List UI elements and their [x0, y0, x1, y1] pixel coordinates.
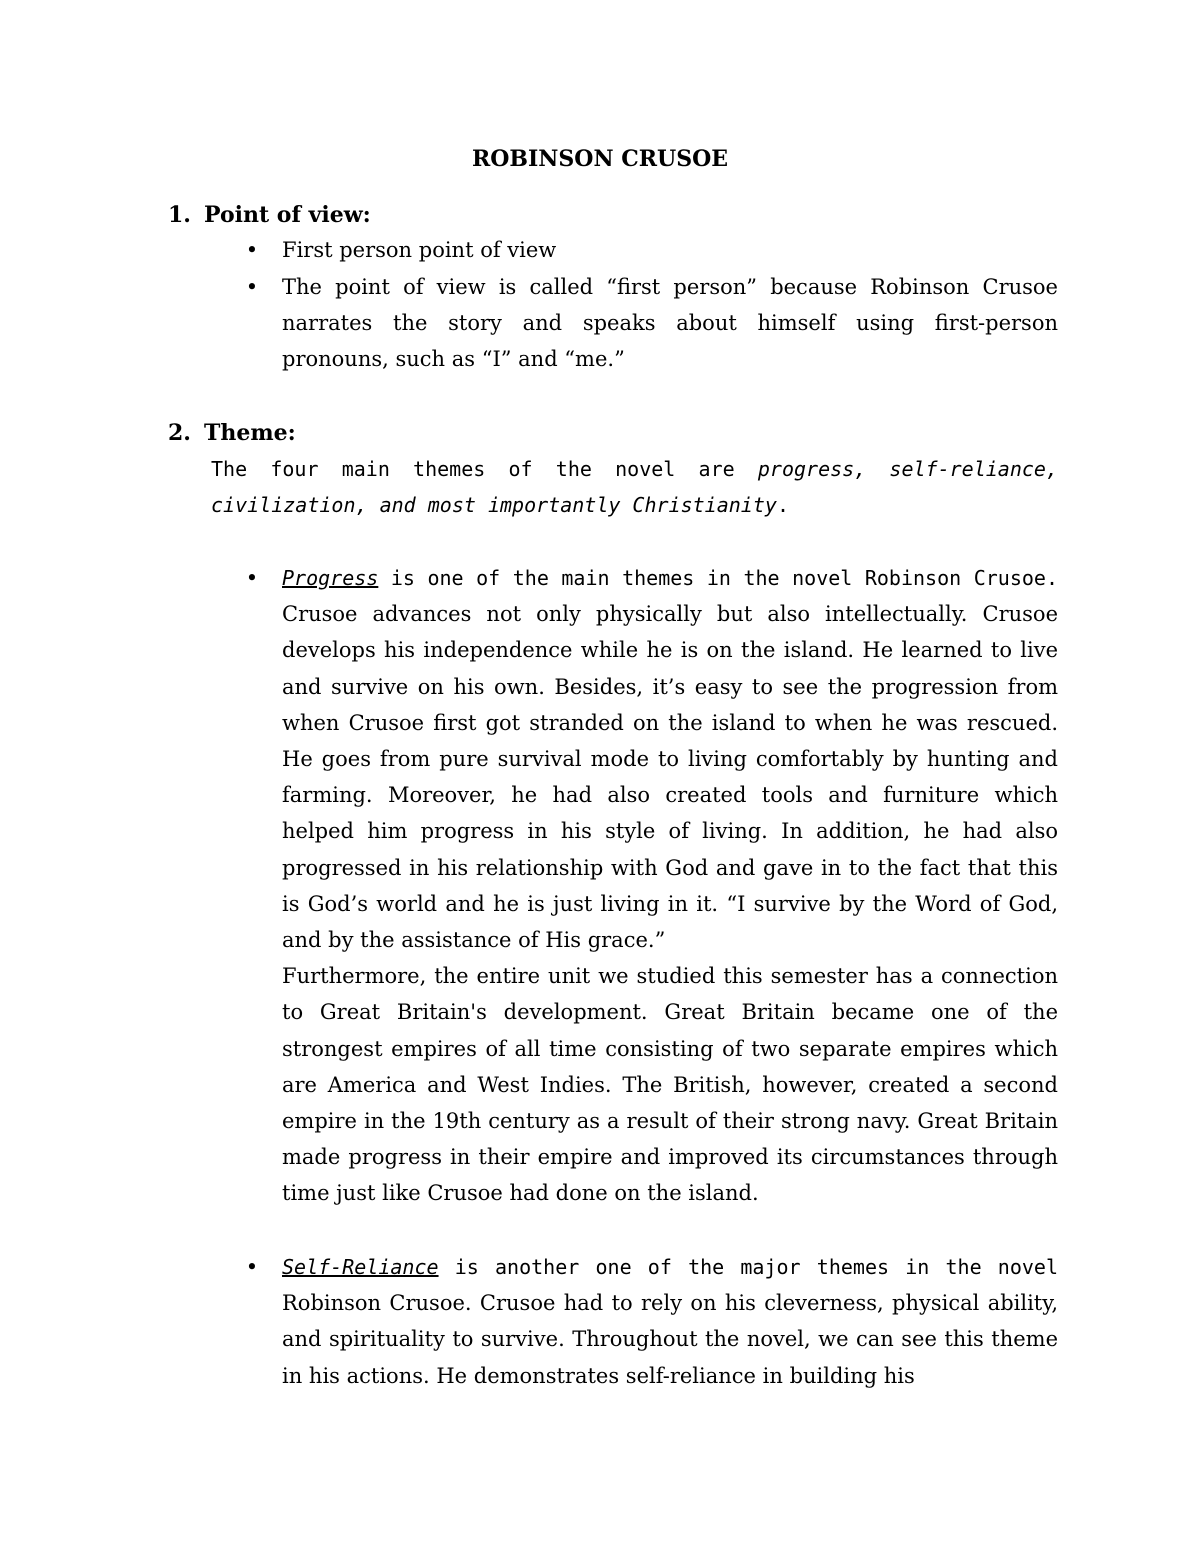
progress-lead: is one of the main themes in the novel Robinson Crusoe. [378, 566, 1058, 590]
document-title: ROBINSON CRUSOE [471, 146, 729, 172]
progress-paragraph-2: Furthermore, the entire unit we studied this semester has a connection to Great Britain's development. Great Britain became one of the strongest empires of all time consisting of two separate empires which are America and West Indies. The British, however, created a second empire in the 19th century as a result of their strong navy. Great Britain made progress in their empire and improved its circumstances through time just like Crusoe had done on the island. [282, 964, 1058, 1206]
self-reliance-body: Robinson Crusoe. Crusoe had to rely on his cleverness, physical ability, and spirituality to survive. Throughout the novel, we can see this theme in his actions. He demonstrates self-reliance in building his [282, 1291, 1058, 1388]
theme-intro-text: The four main themes of the novel are [211, 457, 758, 481]
self-reliance-lead: is another one of the major themes in the novel [438, 1255, 1058, 1279]
section-heading-label: Theme: [204, 420, 296, 446]
bullet-text: First person point of view [282, 238, 557, 262]
theme-list-italic: progress, self-reliance, civilization, and most importantly Christianity [211, 457, 1059, 518]
section-number: 1. [168, 202, 191, 228]
progress-paragraph [282, 560, 1058, 958]
bullet-text: The point of view is called “first person” because Robinson Crusoe narrates the story and speaks about himself using first-person pronouns, such as “I” and “me.” [282, 275, 1058, 372]
bullet-icon: • [245, 1255, 259, 1279]
section-heading-theme [168, 415, 296, 451]
bullet-point-of-view-explanation [245, 269, 1058, 378]
bullet-progress [245, 560, 1058, 1212]
self-reliance-paragraph [282, 1249, 1058, 1394]
progress-term: Progress [282, 566, 379, 590]
self-reliance-term: Self-Reliance [282, 1255, 439, 1279]
progress-body: Crusoe advances not only physically but also intellectually. Crusoe develops his independence while he is on the island. He learned to live and survive on his own. Besides, it’s easy to see the progression from when Crusoe first got stranded on the island to when he was rescued. He goes from pure survival mode to living comfortably by hunting and farming. Moreover, he had also created tools and furniture which helped him progress in his style of living. In addition, he had also progressed in his relationship with God and gave in to the fact that this is God’s world and he is just living in it. “I survive by the Word of God, and by the assistance of His grace.” [282, 602, 1058, 953]
bullet-icon: • [245, 238, 259, 262]
bullet-self-reliance [245, 1249, 1058, 1394]
theme-intro-paragraph [211, 451, 1058, 523]
section-heading-point-of-view [168, 197, 371, 233]
section-heading-label: Point of view: [204, 202, 371, 228]
bullet-icon: • [245, 275, 259, 299]
section-number: 2. [168, 420, 191, 446]
bullet-icon: • [245, 566, 259, 590]
theme-intro-end: . [776, 493, 789, 518]
bullet-first-person [245, 232, 1058, 268]
